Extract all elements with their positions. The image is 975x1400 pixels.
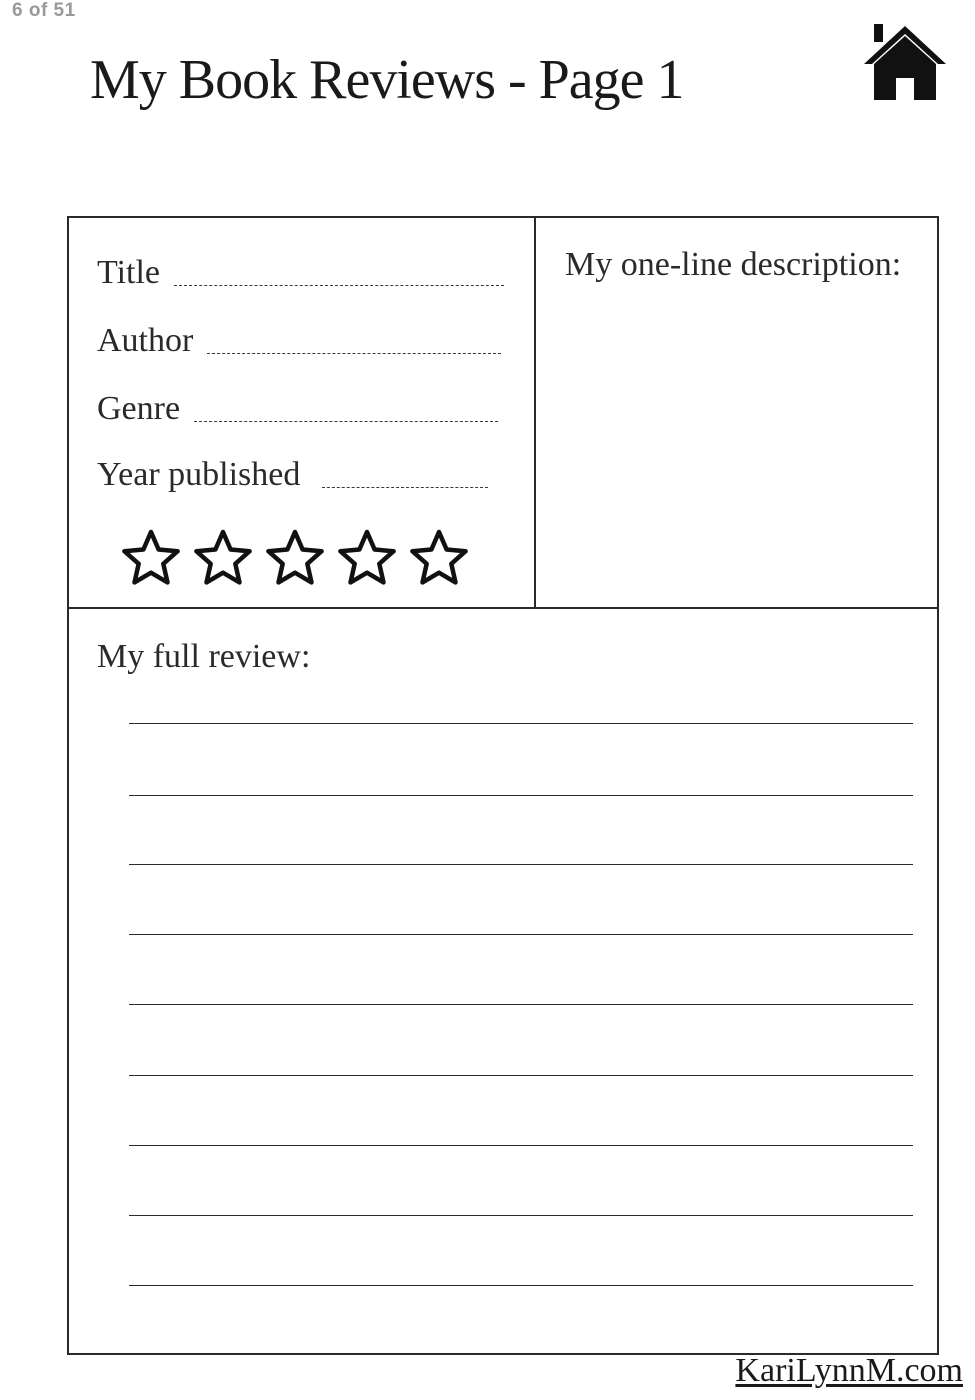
year-published-label: Year published (97, 456, 301, 493)
review-line[interactable] (129, 864, 913, 865)
star-icon[interactable] (265, 528, 325, 588)
star-icon[interactable] (409, 528, 469, 588)
review-line[interactable] (129, 1215, 913, 1216)
home-icon (860, 20, 950, 104)
review-line[interactable] (129, 1285, 913, 1286)
author-input-line[interactable] (207, 353, 501, 354)
review-line[interactable] (129, 1004, 913, 1005)
review-line[interactable] (129, 934, 913, 935)
book-info-section (69, 218, 937, 609)
title-field[interactable] (97, 246, 504, 290)
home-button[interactable] (860, 20, 950, 104)
genre-label: Genre (97, 390, 181, 427)
genre-field[interactable] (97, 382, 498, 426)
column-divider (534, 218, 536, 609)
review-line[interactable] (129, 1075, 913, 1076)
star-icon[interactable] (121, 528, 181, 588)
page-title: My Book Reviews - Page 1 (90, 49, 684, 111)
title-label: Title (97, 254, 161, 291)
year-published-input-line[interactable] (322, 487, 488, 488)
review-line[interactable] (129, 795, 913, 796)
review-card (67, 216, 939, 1355)
page-counter: 6 of 51 (12, 0, 76, 21)
full-review-label: My full review: (97, 638, 311, 675)
review-line[interactable] (129, 1145, 913, 1146)
one-line-description-label: My one-line description: (565, 246, 902, 283)
genre-input-line[interactable] (194, 421, 498, 422)
author-field[interactable] (97, 314, 501, 358)
review-line[interactable] (129, 723, 913, 724)
site-link[interactable]: KariLynnM.com (735, 1352, 963, 1389)
star-icon[interactable] (337, 528, 397, 588)
year-published-field[interactable] (97, 448, 488, 492)
title-input-line[interactable] (174, 285, 504, 286)
star-rating[interactable] (121, 528, 469, 588)
star-icon[interactable] (193, 528, 253, 588)
author-label: Author (97, 322, 194, 359)
